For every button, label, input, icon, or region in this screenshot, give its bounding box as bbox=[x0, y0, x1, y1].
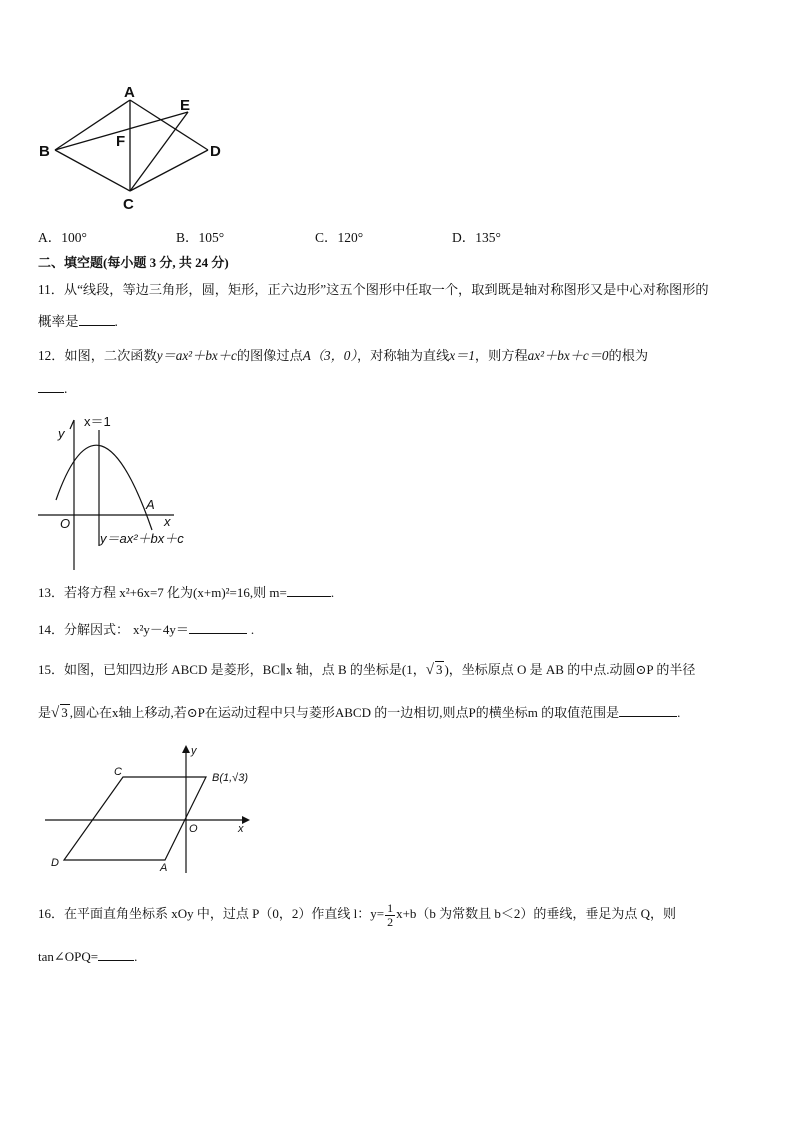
rhombus-figure bbox=[30, 78, 230, 213]
q15-line2 bbox=[38, 702, 680, 723]
q12-line2 bbox=[38, 378, 67, 399]
q16-frac-num: 1 bbox=[387, 900, 394, 915]
q14-answer-blank[interactable] bbox=[189, 619, 247, 634]
q16-line1b: x+b（b 为常数且 b＜2）的垂线，垂足为点 Q，则 bbox=[396, 906, 677, 921]
rhombus-ABCD bbox=[64, 777, 206, 860]
option-b: B．105° bbox=[176, 230, 225, 245]
y-axis-arrow bbox=[182, 745, 190, 753]
q15-line1b: )，坐标原点 O 是 AB 的中点.动圆⊙P 的半径 bbox=[444, 662, 696, 677]
option-c: C．120° bbox=[315, 230, 364, 245]
q13-answer-blank[interactable] bbox=[287, 582, 331, 597]
q12-suffix: 的根为 bbox=[608, 348, 649, 363]
label-F: F bbox=[116, 133, 126, 150]
q16-line1 bbox=[38, 897, 676, 931]
label-C: C bbox=[114, 766, 122, 778]
q11-line2 bbox=[38, 311, 118, 332]
segment-EC bbox=[130, 112, 188, 191]
label-D: D bbox=[210, 143, 221, 160]
sqrt-symbol: √ bbox=[51, 705, 60, 721]
label-B: B bbox=[39, 143, 50, 160]
label-origin: O bbox=[60, 516, 71, 531]
q12-line2-suffix: . bbox=[64, 381, 68, 396]
q15-line1 bbox=[38, 660, 695, 680]
axis-label-x1: x＝1 bbox=[84, 414, 111, 429]
sqrt-symbol: √ bbox=[425, 662, 434, 678]
q13 bbox=[38, 582, 334, 603]
q15-line2a: 是 bbox=[38, 705, 52, 720]
q11-line1: 11．从“线段，等边三角形，圆，矩形，正六边形”这五个图形中任取一个，取到既是轴对称图形又是中心对称图形的 bbox=[38, 282, 709, 297]
q15-line2b: ,圆心在x轴上移动,若⊙P在运动过程中只与菱形ABCD 的一边相切,则点P的横坐标m 的取值范围是 bbox=[69, 705, 620, 720]
q11-answer-blank[interactable] bbox=[79, 311, 115, 326]
q12-function: y＝ax²＋bx＋c bbox=[156, 348, 237, 363]
q16-line1a: 16．在平面直角坐标系 xOy 中，过点 P（0，2）作直线 l：y= bbox=[38, 906, 385, 921]
option-d: D．135° bbox=[452, 230, 501, 245]
function-label: y＝ax²＋bx＋c bbox=[100, 531, 184, 546]
parabola-curve bbox=[56, 445, 152, 530]
q12-axis: x＝1 bbox=[449, 348, 475, 363]
q12-point-a: A（3，0） bbox=[302, 348, 357, 363]
label-y: y bbox=[58, 426, 65, 441]
q14-suffix: . bbox=[250, 622, 255, 637]
label-A: A bbox=[146, 497, 155, 512]
q16-line2 bbox=[38, 946, 137, 967]
q11-prefix: 概率是 bbox=[38, 314, 79, 329]
q14-expression: x²y－4y＝ bbox=[133, 622, 189, 637]
q13-text: 13．若将方程 x²+6x=7 化为(x+m)²=16,则 m= bbox=[38, 585, 287, 600]
q14-text: 14．分解因式： bbox=[38, 622, 130, 637]
q12-middle2: ，对称轴为直线 bbox=[356, 348, 450, 363]
q13-suffix: . bbox=[330, 585, 335, 600]
q15-sqrt2: 3 bbox=[61, 705, 68, 720]
q15-suffix: . bbox=[677, 705, 681, 720]
segment-DC bbox=[130, 150, 208, 191]
label-O: O bbox=[189, 823, 198, 835]
label-E: E bbox=[180, 97, 191, 114]
q16-line2-text: tan∠OPQ= bbox=[38, 949, 99, 964]
q12-equation: ax²＋bx＋c＝0 bbox=[527, 348, 609, 363]
q12-prefix: 12．如图，二次函数 bbox=[38, 348, 157, 363]
label-A: A bbox=[124, 84, 135, 101]
q16-fraction bbox=[385, 902, 395, 929]
q16-suffix: . bbox=[134, 949, 138, 964]
q14 bbox=[38, 619, 254, 640]
q16-frac-den: 2 bbox=[387, 914, 394, 929]
q15-line1a: 15．如图，已知四边形 ABCD 是菱形，BC∥x 轴，点 B 的坐标是(1， bbox=[38, 662, 426, 677]
q15-answer-blank[interactable] bbox=[619, 702, 677, 717]
label-C: C bbox=[123, 196, 134, 213]
q12-answer-blank[interactable] bbox=[38, 378, 64, 393]
option-a: A．100° bbox=[38, 230, 87, 245]
coord-rhombus-figure bbox=[40, 743, 265, 878]
label-y: y bbox=[191, 745, 197, 757]
q15-sqrt1: 3 bbox=[435, 662, 443, 677]
label-D: D bbox=[51, 857, 59, 869]
q12-middle3: ，则方程 bbox=[474, 348, 528, 363]
q16-answer-blank[interactable] bbox=[98, 946, 134, 961]
parabola-figure bbox=[36, 412, 211, 572]
label-A: A bbox=[160, 862, 168, 874]
label-x: x bbox=[238, 823, 244, 835]
label-x: x bbox=[164, 514, 171, 529]
section-title: 二、填空题(每小题 3 分, 共 24 分) bbox=[38, 255, 229, 270]
label-B: B(1,√3) bbox=[212, 772, 248, 784]
q12-middle1: 的图像过点 bbox=[236, 348, 303, 363]
q11-suffix: . bbox=[114, 314, 118, 329]
segment-CB bbox=[55, 150, 130, 191]
q12-line1 bbox=[38, 346, 648, 366]
